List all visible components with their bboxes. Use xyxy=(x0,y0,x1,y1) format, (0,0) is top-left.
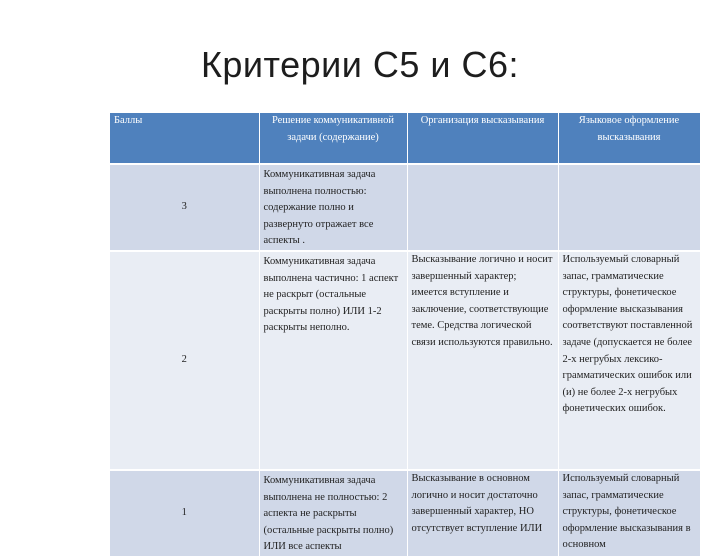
score-cell: 3 xyxy=(110,164,259,251)
organization-cell: Высказывание логично и носит завершенный характер; имеется вступление и заключение, соответствующие теме. Средства логической связи используются правильно. xyxy=(407,251,558,470)
header-score: Баллы xyxy=(110,113,259,164)
header-organization: Организация высказывания xyxy=(407,113,558,164)
content-cell: Коммуникативная задача выполнена полностью: содержание полно и развернуто отражает все аспекты . xyxy=(259,164,407,251)
header-content: Решение коммуникативной задачи (содержание) xyxy=(259,113,407,164)
language-cell: Используемый словарный запас, грамматические структуры, фонетическое оформление высказывания соответствуют поставленной задаче (допускается не более 2-х негрубых лексико-грамматических ошибок или (и) не более 2-х негрубых фонетических ошибок. xyxy=(558,251,700,470)
table-row xyxy=(110,251,700,470)
language-cell: Используемый словарный запас, грамматические структуры, фонетическое оформление высказывания в основном xyxy=(558,470,700,556)
score-cell: 2 xyxy=(110,251,259,470)
content-cell: Коммуникативная задача выполнена частично: 1 аспект не раскрыт (остальные раскрыты полно) ИЛИ 1-2 раскрыты неполно. xyxy=(259,251,407,470)
table-header-row xyxy=(110,113,700,164)
organization-cell: Высказывание в основном логично и носит достаточно завершенный характер, НО отсутствует вступление ИЛИ xyxy=(407,470,558,556)
header-language: Языковое оформление высказывания xyxy=(558,113,700,164)
content-cell: Коммуникативная задача выполнена не полностью: 2 аспекта не раскрыты (остальные раскрыты полно) ИЛИ все аспекты xyxy=(259,470,407,556)
criteria-table xyxy=(110,113,701,556)
table-row xyxy=(110,164,700,251)
language-cell xyxy=(558,164,700,251)
slide-title: Критерии С5 и С6: xyxy=(200,44,520,85)
table-row xyxy=(110,470,700,556)
score-cell: 1 xyxy=(110,470,259,556)
organization-cell xyxy=(407,164,558,251)
